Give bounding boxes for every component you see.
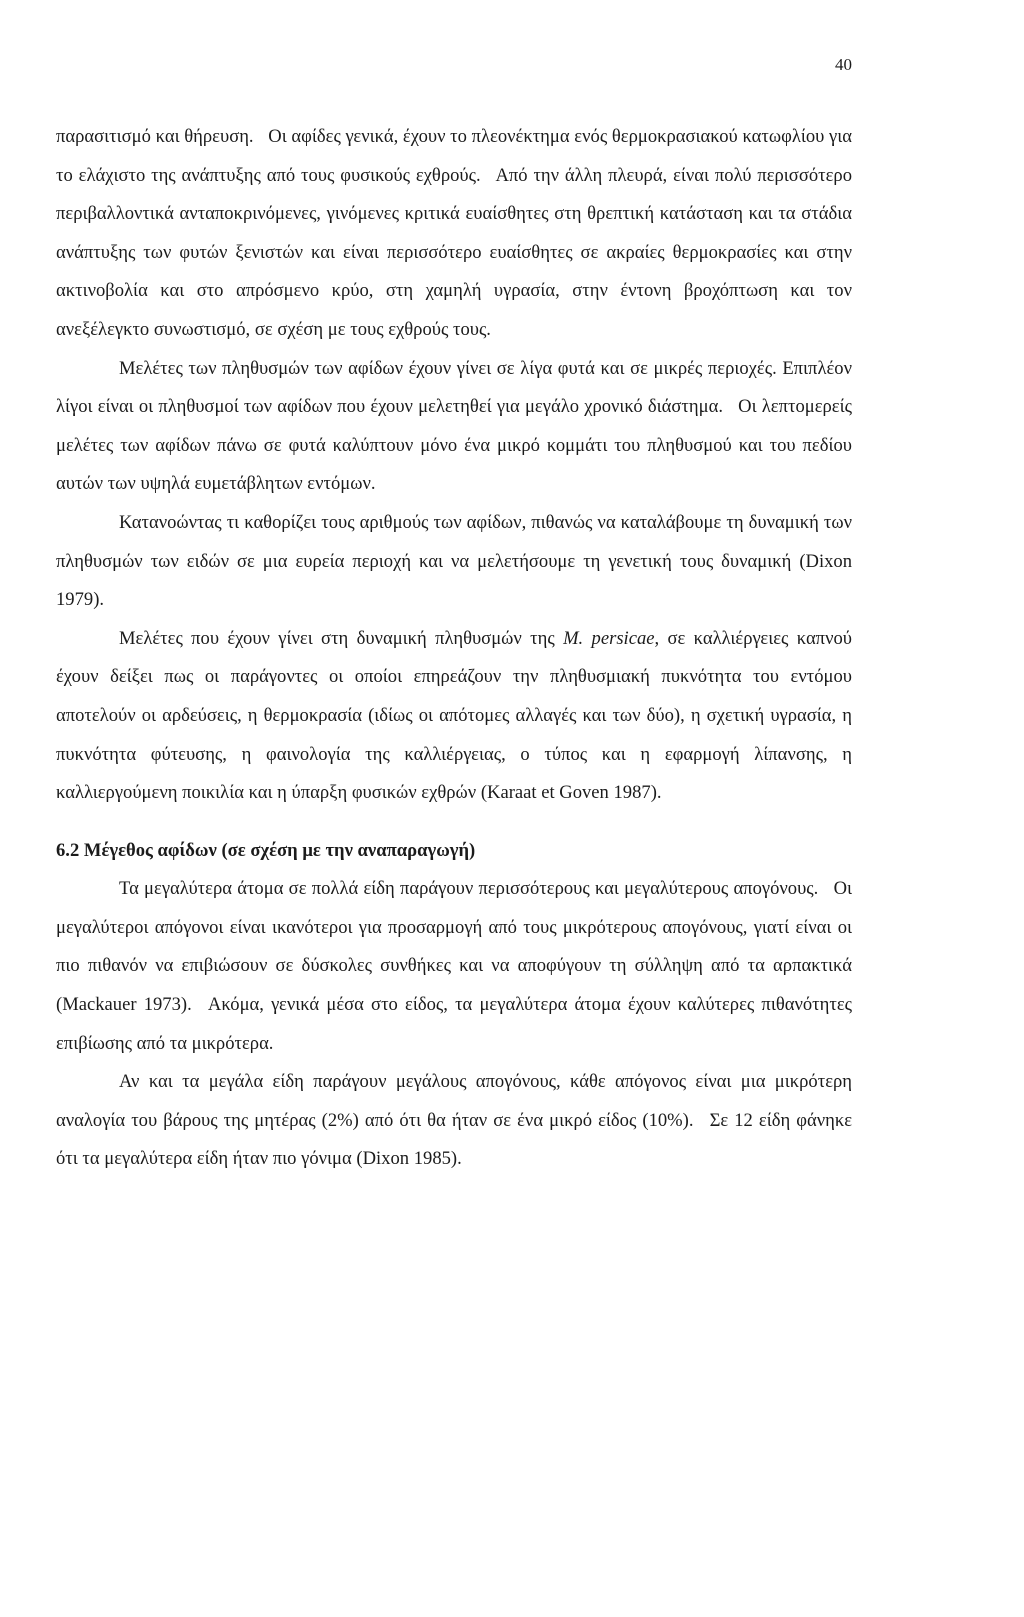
paragraph-4 [56,620,852,813]
section-gap [56,813,852,832]
paragraph-1 [56,118,852,350]
paragraph-1-sentence-3: Από την άλλη πλευρά, είναι πολύ περισσότερο περιβαλλοντικά ανταποκρινόμενες, γινόμενες κριτικά ευαίσθητες στη θρεπτική κατάσταση και τα στάδια ανάπτυξης των φυτών ξενιστών και είναι περισσότερο ευαίσθητες σε ακραίες θερμοκρασίες και στην ακτινοβολία και στο απρόσμενο κρύο, στη χαμηλή υγρασία, στην έντονη βροχόπτωση και τον ανεξέλεγκτο συνωστισμό, σε σχέση με τους εχθρούς τους. [56,164,853,340]
paragraph-1-sentence-1: παρασιτισμό και θήρευση. [56,126,254,147]
section-paragraph-1-sentence-2: Οι μεγαλύτεροι απόγονοι είναι ικανότεροι για προσαρμογή από τους μικρότερους απογόνους, γιατί είναι οι πιο πιθανόν να επιβιώσουν σε δύσκολες συνθήκες και να αποφύγουν τη σύλληψη από τα αρπακτικά (Mackauer 1973). [56,878,852,1016]
paragraph-2-sentence-2: Επιπλέον λίγοι είναι οι πληθυσμοί των αφίδων που έχουν μελετηθεί για μεγάλο χρονικό διάστημα. [56,357,852,418]
paragraph-1-sentence-2: Οι αφίδες γενικά, έχουν το πλεονέκτημα ενός θερμοκρασιακού κατωφλίου για το ελάχιστο της ανάπτυξης από τους φυσικούς εχθρούς. [56,126,853,186]
section-heading: 6.2 Μέγεθος αφίδων (σε σχέση με την αναπαραγωγή) [56,839,476,861]
paragraph-2 [56,350,852,504]
paragraph-4-text-start: Μελέτες που έχουν γίνει στη δυναμική πληθυσμών της [119,627,564,649]
paragraph-2-sentence-3: Οι λεπτομερείς μελέτες των αφίδων πάνω σε φυτά καλύπτουν μόνο ένα μικρό κομμάτι του πληθυσμού και του πεδίου αυτών των υψηλά ευμετάβλητων εντόμων. [56,396,852,495]
document-body [56,118,852,1179]
section-paragraph-2-sentence-2: Σε 12 είδη φάνηκε ότι τα μεγαλύτερα είδη ήταν πιο γόνιμα (Dixon 1985). [56,1109,853,1170]
section-paragraph-2 [56,1063,852,1179]
page-number: 40 [835,55,852,74]
paragraph-4-text-end: , σε καλλιέργειες καπνού έχουν δείξει πως οι παράγοντες οι οποίοι επηρεάζουν την πληθυσμιακή πυκνότητα του εντόμου αποτελούν οι αρδεύσεις, η θερμοκρασία (ιδίως οι απότομες αλλαγές και των δύο), η σχετική υγρασία, η πυκνότητα φύτευσης, η φαινολογία της καλλιέργειας, ο τύπος και η εφαρμογή λίπανσης, η καλλιεργούμενη ποικιλία και η ύπαρξη φυσικών εχθρών (Karaat et Goven 1987). [56,627,852,804]
section-paragraph-2-sentence-1: Αν και τα μεγάλα είδη παράγουν μεγάλους απογόνους, κάθε απόγονος είναι μια μικρότερη αναλογία του βάρους της μητέρας (2%) από ότι θα ήταν σε ένα μικρό είδος (10%). [56,1071,852,1131]
paragraph-3-text: Κατανοώντας τι καθορίζει τους αριθμούς των αφίδων, πιθανώς να καταλάβουμε τη δυναμική των πληθυσμών των ειδών σε μια ευρεία περιοχή και να μελετήσουμε τη γενετική τους δυναμική (Dixon 1979). [56,511,852,611]
paragraph-3 [56,504,852,620]
section-paragraph-1-sentence-3: Ακόμα, γενικά μέσα στο είδος, τα μεγαλύτερα άτομα έχουν καλύτερες πιθανότητες επιβίωσης από τα μικρότερα. [56,994,853,1054]
section-paragraph-1 [56,870,852,1063]
paragraph-2-sentence-1: Μελέτες των πληθυσμών των αφίδων έχουν γίνει σε λίγα φυτά και σε μικρές περιοχές. [119,357,777,379]
species-name: M. persicae [563,627,655,649]
section-paragraph-1-sentence-1: Τα μεγαλύτερα άτομα σε πολλά είδη παράγουν περισσότερους και μεγαλύτερους απογόνους. [119,878,819,900]
